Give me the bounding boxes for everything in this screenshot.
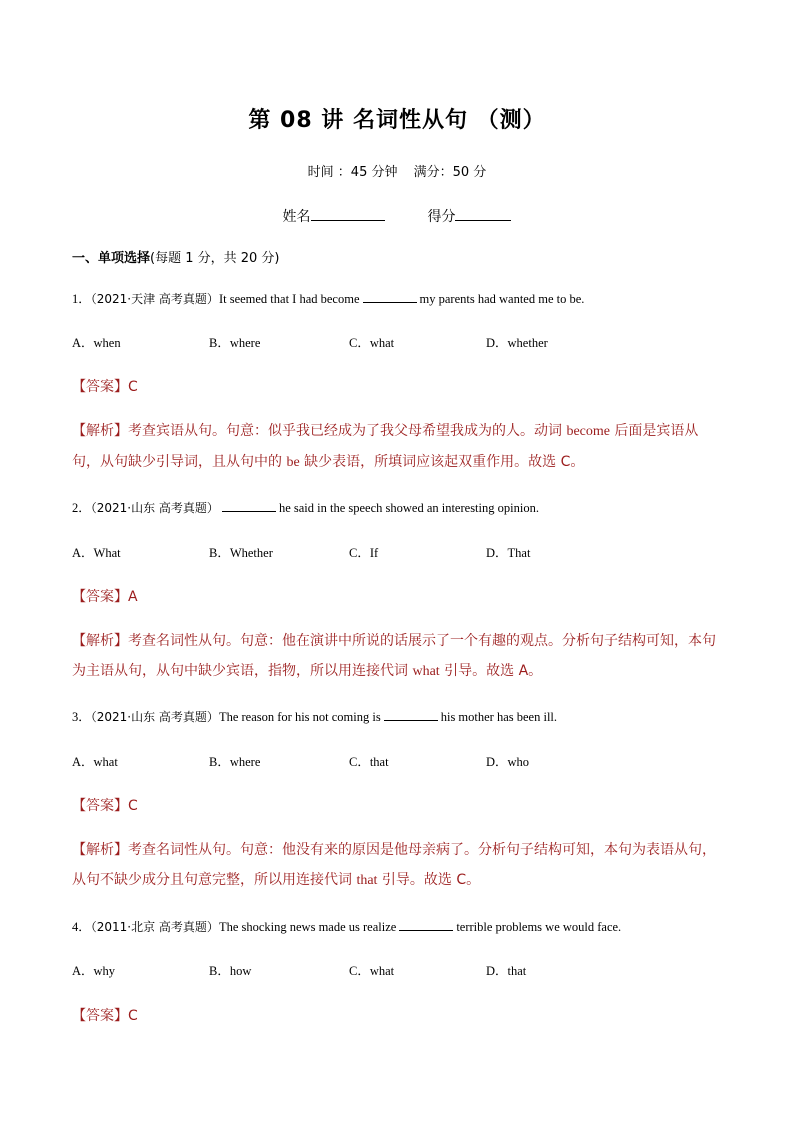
answer-1: 【答案】C <box>72 379 138 395</box>
option-c[interactable]: C．what <box>349 336 395 350</box>
section-note: (每题 1 分，共 20 分) <box>150 251 280 266</box>
answer-2: 【答案】A <box>72 589 138 605</box>
exam-meta <box>0 161 794 180</box>
option-d[interactable]: D．who <box>486 755 530 769</box>
question-number: 3． <box>72 710 91 724</box>
section-title: 一、单项选择 <box>72 251 151 266</box>
question-text-before: The shocking news made us realize <box>218 920 397 934</box>
option-d[interactable]: D．That <box>486 546 531 560</box>
question-number: 2． <box>72 501 91 515</box>
section-heading <box>72 247 280 266</box>
page-title: 第 08 讲 名词性从句 （测） <box>248 108 546 133</box>
option-b[interactable]: B．how <box>209 964 252 978</box>
score-blank[interactable] <box>455 207 511 221</box>
answer-blank[interactable] <box>399 918 453 931</box>
question-2 <box>72 498 539 516</box>
question-source: （2011·北京 高考真题） <box>90 920 219 934</box>
full-score: 满分：50 分 <box>413 165 487 180</box>
analysis-2: 【解析】考查名词性从句。句意：他在演讲中所说的话展示了一个有趣的观点。分析句子结构可知，本句为主语从句，从句中缺少宾语，指物，所以用连接代词 what 引导。故选 A。 <box>72 633 716 679</box>
answer-4: 【答案】C <box>72 1008 138 1024</box>
question-3 <box>72 707 557 725</box>
question-number: 4． <box>72 920 91 934</box>
question-source: （2021·山东 高考真题） <box>90 710 219 724</box>
option-b[interactable]: B．where <box>209 755 261 769</box>
option-c[interactable]: C．that <box>349 755 389 769</box>
student-info <box>0 206 794 226</box>
score-label: 得分 <box>427 209 456 225</box>
option-a[interactable]: A．when <box>72 336 121 350</box>
option-b[interactable]: B．Whether <box>209 546 273 560</box>
name-label: 姓名 <box>282 209 311 225</box>
analysis-1: 【解析】考查宾语从句。句意：似乎我已经成为了我父母希望我成为的人。动词 become 后面是宾语从句，从句缺少引导词，且从句中的 be 缺少表语，所填词应该起双重作用。故选 C。 <box>72 423 699 470</box>
time-limit: 时间 ：45 分钟 <box>307 165 398 180</box>
question-number: 1． <box>72 292 91 306</box>
analysis-3: 【解析】考查名词性从句。句意：他没有来的原因是他母亲病了。分析句子结构可知，本句为表语从句，从句不缺少成分且句意完整，所以用连接代词 that 引导。故选 C。 <box>72 842 716 888</box>
name-blank[interactable] <box>311 207 385 221</box>
option-a[interactable]: A．what <box>72 755 118 769</box>
option-a[interactable]: A．What <box>72 546 121 560</box>
question-text-before: It seemed that I had become <box>218 292 360 306</box>
answer-blank[interactable] <box>363 290 417 303</box>
question-text-before: The reason for his not coming is <box>218 710 381 724</box>
question-text-after: his mother has been ill. <box>440 710 558 724</box>
question-1 <box>72 289 584 307</box>
question-text-after: he said in the speech showed an interesting opinion. <box>278 501 539 515</box>
answer-3: 【答案】C <box>72 798 138 814</box>
question-source: （2021·天津 高考真题） <box>90 292 219 306</box>
answer-blank[interactable] <box>222 499 276 512</box>
option-c[interactable]: C．what <box>349 964 395 978</box>
option-a[interactable]: A．why <box>72 964 116 978</box>
option-d[interactable]: D．that <box>486 964 527 978</box>
question-4 <box>72 917 621 935</box>
question-text-after: my parents had wanted me to be. <box>419 292 585 306</box>
question-text-after: terrible problems we would face. <box>456 920 622 934</box>
question-source: （2021·山东 高考真题） <box>90 501 219 515</box>
answer-blank[interactable] <box>384 708 438 721</box>
option-c[interactable]: C．If <box>349 546 379 560</box>
option-b[interactable]: B．where <box>209 336 261 350</box>
option-d[interactable]: D．whether <box>486 336 548 350</box>
